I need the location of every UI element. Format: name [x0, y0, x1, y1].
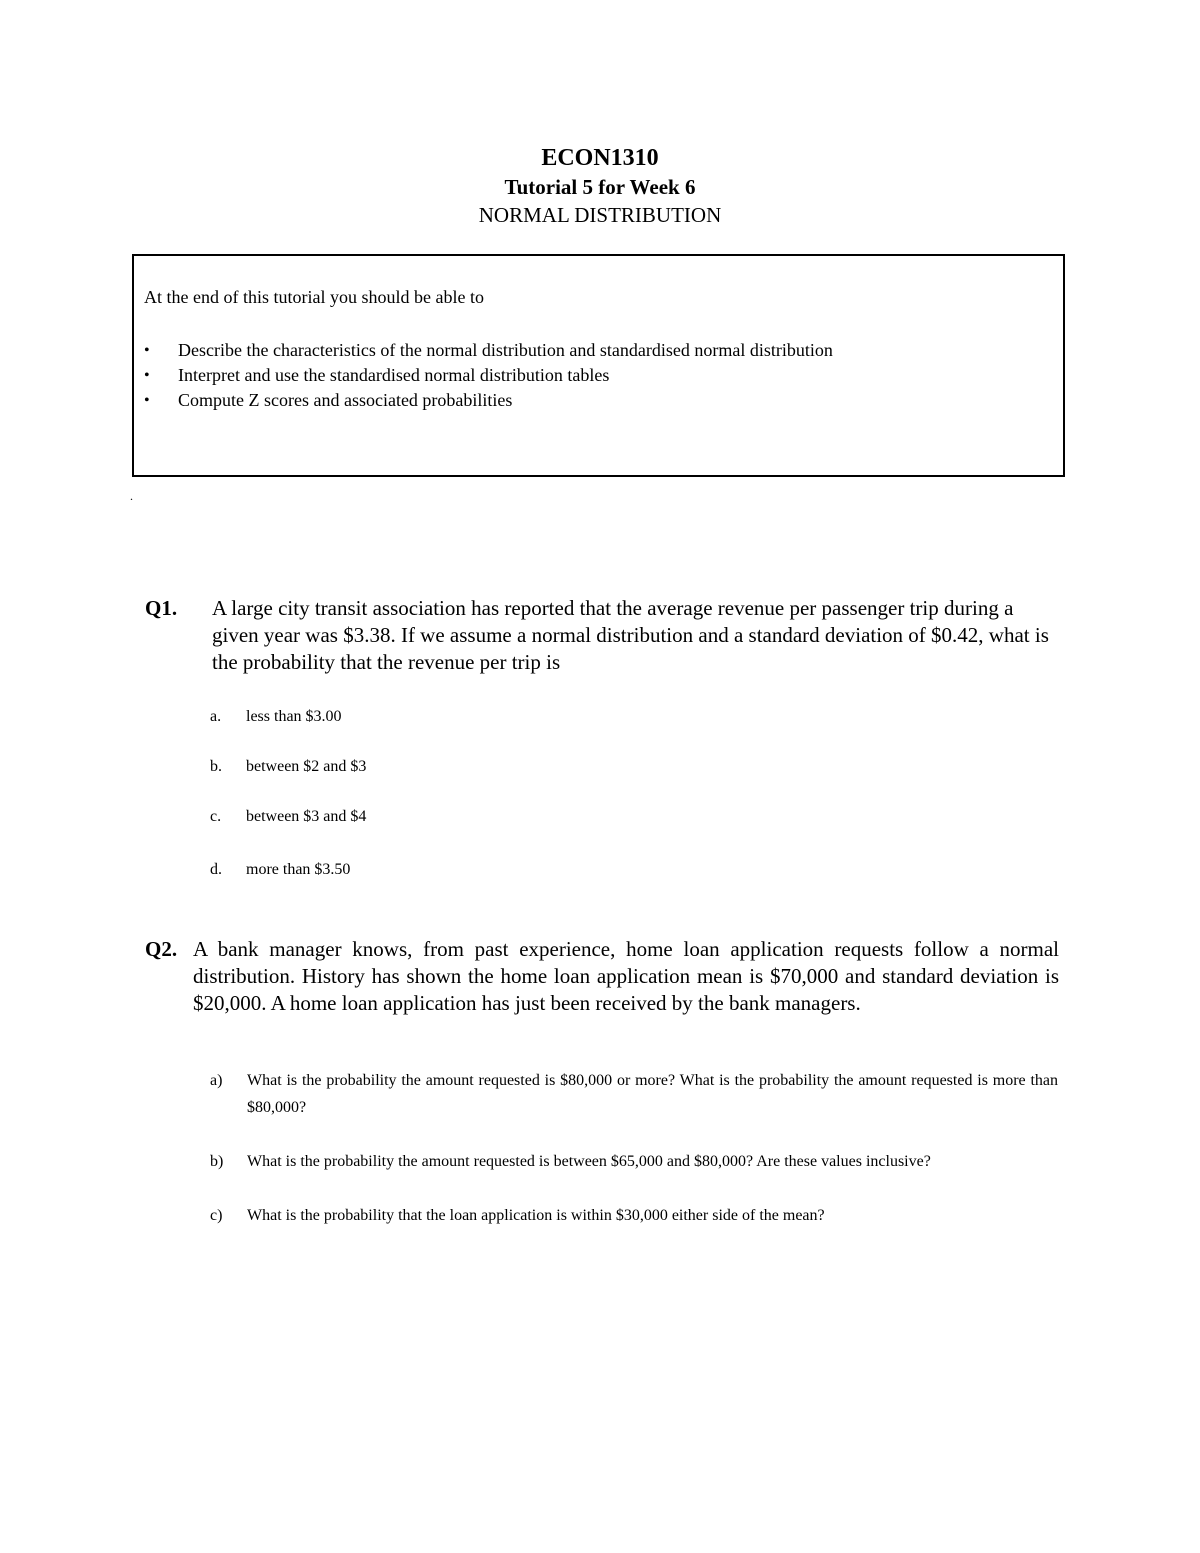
objective-text: Describe the characteristics of the normal distribution and standardised normal distribution	[178, 340, 833, 360]
question-part	[210, 753, 366, 803]
part-letter: b.	[210, 758, 222, 775]
part-letter: b)	[210, 1153, 224, 1170]
part-letter: d.	[210, 861, 222, 878]
document-header	[0, 143, 1200, 229]
objective-item	[134, 388, 833, 413]
question-part	[210, 703, 366, 753]
question-1-parts	[210, 703, 366, 906]
part-letter: a)	[210, 1072, 223, 1089]
bullet-icon: •	[144, 392, 150, 409]
objective-item	[134, 363, 833, 388]
part-text: between $3 and $4	[246, 808, 367, 825]
question-text: A bank manager knows, from past experience, home loan application requests follow a normal distribution. History has shown the home loan application mean is $70,000 and standard deviation is $20,000. A home loan application has just been received by the bank managers.	[193, 937, 1059, 1015]
part-text: less than $3.00	[246, 708, 342, 725]
question-part	[210, 1202, 1058, 1229]
question-part	[210, 1067, 1058, 1121]
question-text: A large city transit association has reported that the average revenue per passenger trip during a given year was $3.38. If we assume a normal distribution and a standard deviation of $0.42, what is the probability that the revenue per trip is	[212, 596, 1049, 674]
part-letter: c)	[210, 1207, 223, 1224]
part-text: What is the probability the amount requested is between $65,000 and $80,000? Are these values inclusive?	[247, 1153, 931, 1170]
question-2	[145, 936, 1060, 1017]
bullet-icon: •	[144, 367, 150, 384]
objective-item	[134, 338, 833, 363]
part-letter: a.	[210, 708, 222, 725]
stray-mark: .	[130, 489, 133, 503]
objective-text: Interpret and use the standardised normal distribution tables	[178, 365, 610, 385]
objectives-intro: At the end of this tutorial you should be able to	[144, 287, 484, 307]
objectives-list	[134, 338, 833, 413]
learning-objectives-box	[132, 254, 1065, 477]
part-text: What is the probability that the loan application is within $30,000 either side of the mean?	[247, 1207, 825, 1224]
part-text: between $2 and $3	[246, 758, 367, 775]
objective-text: Compute Z scores and associated probabilities	[178, 390, 513, 410]
part-text: more than $3.50	[246, 861, 351, 878]
question-part	[210, 803, 366, 856]
topic-title: NORMAL DISTRIBUTION	[478, 203, 722, 227]
course-code: ECON1310	[541, 145, 659, 171]
question-label: Q1.	[145, 596, 178, 620]
question-label: Q2.	[145, 937, 178, 961]
question-2-parts	[210, 1067, 1058, 1256]
question-part	[210, 856, 366, 906]
question-1	[145, 595, 1060, 676]
question-part	[210, 1148, 1058, 1175]
tutorial-title: Tutorial 5 for Week 6	[504, 175, 696, 199]
part-text: What is the probability the amount requested is $80,000 or more? What is the probability the amount requested is more than $80,000?	[247, 1072, 1058, 1116]
part-letter: c.	[210, 808, 222, 825]
bullet-icon: •	[144, 342, 150, 359]
